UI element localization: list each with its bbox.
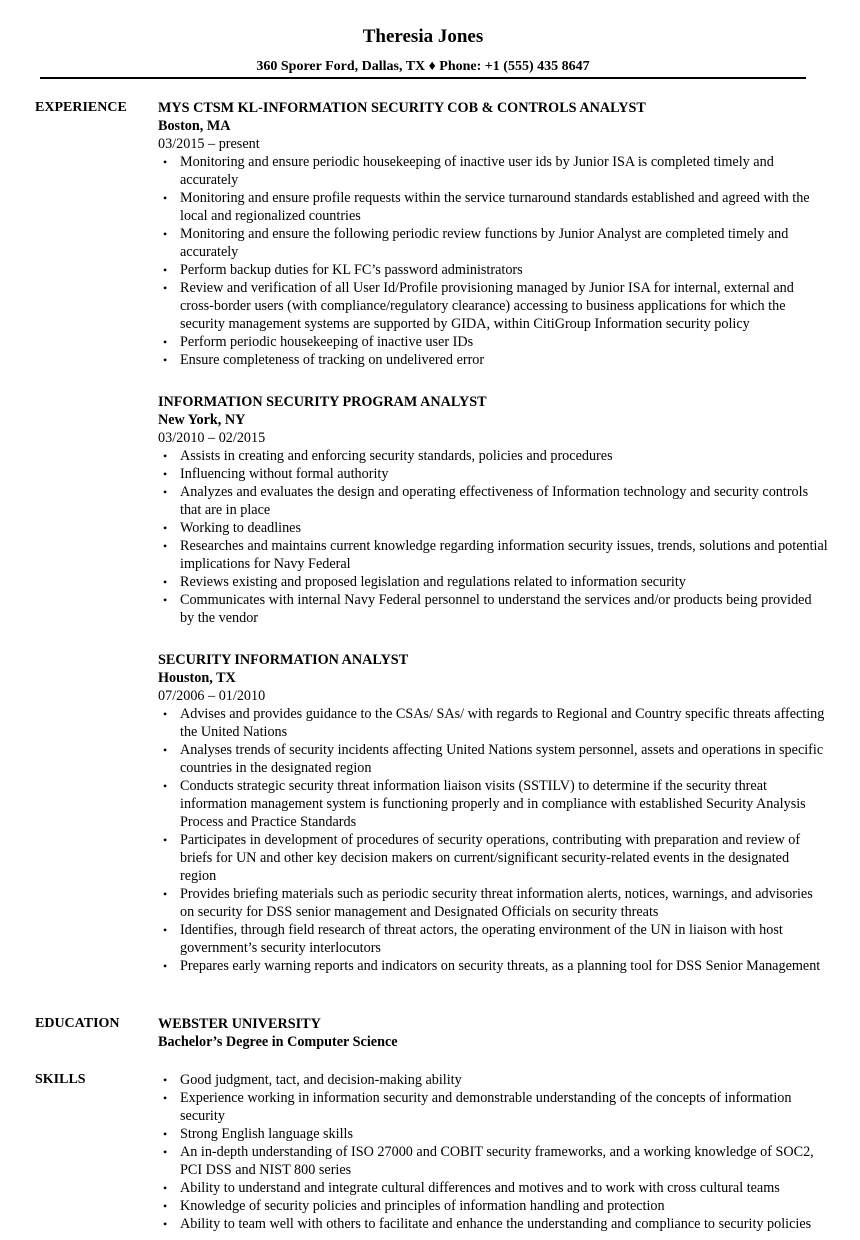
job-bullet-list	[158, 153, 828, 369]
bullet-icon: •	[163, 155, 168, 169]
bullet-icon: •	[163, 449, 168, 463]
skill-text: An in-depth understanding of ISO 27000 and COBIT security frameworks, and a working knowledge of SOC2, PCI DSS and NIST 800 series	[180, 1144, 814, 1178]
list-item-text: Conducts strategic security threat information liaison visits (SSTILV) to determine if the security threat information management system is functioning properly and in compliance with established Security Analysis Process and Practice Standards	[180, 778, 806, 830]
job-title: SECURITY INFORMATION ANALYST	[158, 652, 409, 668]
skills-list-wrap	[158, 1071, 828, 1233]
bullet-icon: •	[163, 707, 168, 721]
list-item	[158, 957, 828, 975]
job-bullet-list	[158, 447, 828, 627]
bullet-icon: •	[163, 521, 168, 535]
school-name: WEBSTER UNIVERSITY	[158, 1016, 321, 1032]
job-location: Houston, TX	[158, 670, 236, 686]
list-item	[158, 1179, 828, 1197]
list-item	[158, 351, 828, 369]
list-item-text: Monitoring and ensure periodic housekeeping of inactive user ids by Junior ISA is completed timely and accurately	[180, 154, 774, 188]
list-item	[158, 465, 828, 483]
bullet-icon: •	[163, 1091, 168, 1105]
list-item-text: Ensure completeness of tracking on undelivered error	[180, 352, 485, 368]
section-title-education: EDUCATION	[35, 1016, 120, 1031]
list-item-text: Perform periodic housekeeping of inactive user IDs	[180, 334, 474, 350]
list-item	[158, 225, 828, 261]
job-title: INFORMATION SECURITY PROGRAM ANALYST	[158, 394, 487, 410]
bullet-icon: •	[163, 335, 168, 349]
list-item	[158, 189, 828, 225]
job-dates: 03/2010 – 02/2015	[158, 430, 266, 446]
list-item	[158, 741, 828, 777]
bullet-icon: •	[163, 743, 168, 757]
job-entry	[158, 99, 828, 369]
list-item	[158, 885, 828, 921]
list-item	[158, 777, 828, 831]
bullet-icon: •	[163, 1217, 168, 1231]
list-item-text: Communicates with internal Navy Federal personnel to understand the services and/or products being provided by the vendor	[180, 592, 812, 626]
list-item	[158, 705, 828, 741]
list-item-text: Reviews existing and proposed legislation and regulations related to information security	[180, 574, 686, 590]
list-item-text: Review and verification of all User Id/Profile provisioning managed by Junior ISA for internal, external and cross-border users (with compliance/regulatory clearance) accessing to business applications for which the security management systems are supported by GIDA, within CitiGroup Information security policy	[180, 280, 794, 332]
list-item-text: Provides briefing materials such as periodic security threat information alerts, notices, warnings, and advisories on security for DSS senior management and Designated Officials on security threats	[180, 886, 813, 920]
list-item	[158, 1089, 828, 1125]
list-item	[158, 1071, 828, 1089]
skill-text: Ability to team well with others to facilitate and enhance the understanding and compliance to security policies	[180, 1216, 812, 1232]
job-dates: 07/2006 – 01/2010	[158, 688, 266, 704]
list-item	[158, 591, 828, 627]
list-item-text: Participates in development of procedures of security operations, contributing with preparation and review of briefs for UN and other key decision makers on current/significant security-related events in the designated region	[180, 832, 801, 884]
list-item-text: Influencing without formal authority	[180, 466, 389, 482]
list-item	[158, 537, 828, 573]
list-item	[158, 279, 828, 333]
bullet-icon: •	[163, 281, 168, 295]
skill-text: Ability to understand and integrate cultural differences and motives and to work with cross cultural teams	[180, 1180, 780, 1196]
bullet-icon: •	[163, 833, 168, 847]
section-title-experience: EXPERIENCE	[35, 100, 127, 115]
section-title-skills: SKILLS	[35, 1072, 86, 1087]
job-location: New York, NY	[158, 412, 246, 428]
skill-text: Knowledge of security policies and principles of information handling and protection	[180, 1198, 665, 1214]
contact-line: 360 Sporer Ford, Dallas, TX ♦ Phone: +1 (555) 435 8647	[256, 59, 590, 74]
list-item	[158, 519, 828, 537]
list-item	[158, 1197, 828, 1215]
list-item	[158, 921, 828, 957]
skills-list	[158, 1071, 828, 1233]
bullet-icon: •	[163, 485, 168, 499]
list-item-text: Monitoring and ensure the following periodic review functions by Junior Analyst are completed timely and accurately	[180, 226, 789, 260]
bullet-icon: •	[163, 227, 168, 241]
bullet-icon: •	[163, 1127, 168, 1141]
bullet-icon: •	[163, 1145, 168, 1159]
header-divider	[40, 77, 806, 79]
job-dates: 03/2015 – present	[158, 136, 260, 152]
bullet-icon: •	[163, 467, 168, 481]
list-item	[158, 1125, 828, 1143]
experience-list	[158, 99, 828, 999]
bullet-icon: •	[163, 1073, 168, 1087]
bullet-icon: •	[163, 593, 168, 607]
job-entry	[158, 651, 828, 975]
list-item	[158, 261, 828, 279]
list-item	[158, 153, 828, 189]
skill-text: Strong English language skills	[180, 1126, 354, 1142]
list-item-text: Working to deadlines	[180, 520, 302, 536]
list-item	[158, 447, 828, 465]
list-item-text: Analyses trends of security incidents affecting United Nations system personnel, assets and operations in specific countries in the designated region	[180, 742, 824, 776]
bullet-icon: •	[163, 887, 168, 901]
bullet-icon: •	[163, 1181, 168, 1195]
skill-text: Experience working in information security and demonstrable understanding of the concepts of information security	[180, 1090, 792, 1124]
job-bullet-list	[158, 705, 828, 975]
list-item	[158, 573, 828, 591]
bullet-icon: •	[163, 191, 168, 205]
list-item-text: Perform backup duties for KL FC’s password administrators	[180, 262, 523, 278]
bullet-icon: •	[163, 1199, 168, 1213]
list-item-text: Researches and maintains current knowledge regarding information security issues, trends, solutions and potential implications for Navy Federal	[180, 538, 828, 572]
list-item	[158, 1143, 828, 1179]
list-item	[158, 483, 828, 519]
list-item-text: Analyzes and evaluates the design and operating effectiveness of Information technology and security controls that are in place	[180, 484, 809, 518]
bullet-icon: •	[163, 539, 168, 553]
bullet-icon: •	[163, 263, 168, 277]
job-location: Boston, MA	[158, 118, 231, 134]
list-item	[158, 333, 828, 351]
candidate-name: Theresia Jones	[362, 26, 484, 47]
education-entry	[158, 1015, 828, 1051]
list-item	[158, 1215, 828, 1233]
bullet-icon: •	[163, 959, 168, 973]
bullet-icon: •	[163, 353, 168, 367]
list-item-text: Monitoring and ensure profile requests within the service turnaround standards established and agreed with the local and regionalized countries	[180, 190, 810, 224]
bullet-icon: •	[163, 575, 168, 589]
job-title: MYS CTSM KL-INFORMATION SECURITY COB & CONTROLS ANALYST	[158, 100, 646, 116]
list-item-text: Prepares early warning reports and indicators on security threats, as a planning tool for DSS Senior Management	[180, 958, 821, 974]
degree-name: Bachelor’s Degree in Computer Science	[158, 1034, 398, 1050]
list-item-text: Advises and provides guidance to the CSAs/ SAs/ with regards to Regional and Country specific threats affecting the United Nations	[180, 706, 825, 740]
bullet-icon: •	[163, 923, 168, 937]
bullet-icon: •	[163, 779, 168, 793]
skill-text: Good judgment, tact, and decision-making ability	[180, 1072, 462, 1088]
list-item-text: Identifies, through field research of threat actors, the operating environment of the UN in liaison with host government’s security interlocutors	[180, 922, 783, 956]
job-entry	[158, 393, 828, 627]
list-item-text: Assists in creating and enforcing security standards, policies and procedures	[180, 448, 613, 464]
list-item	[158, 831, 828, 885]
